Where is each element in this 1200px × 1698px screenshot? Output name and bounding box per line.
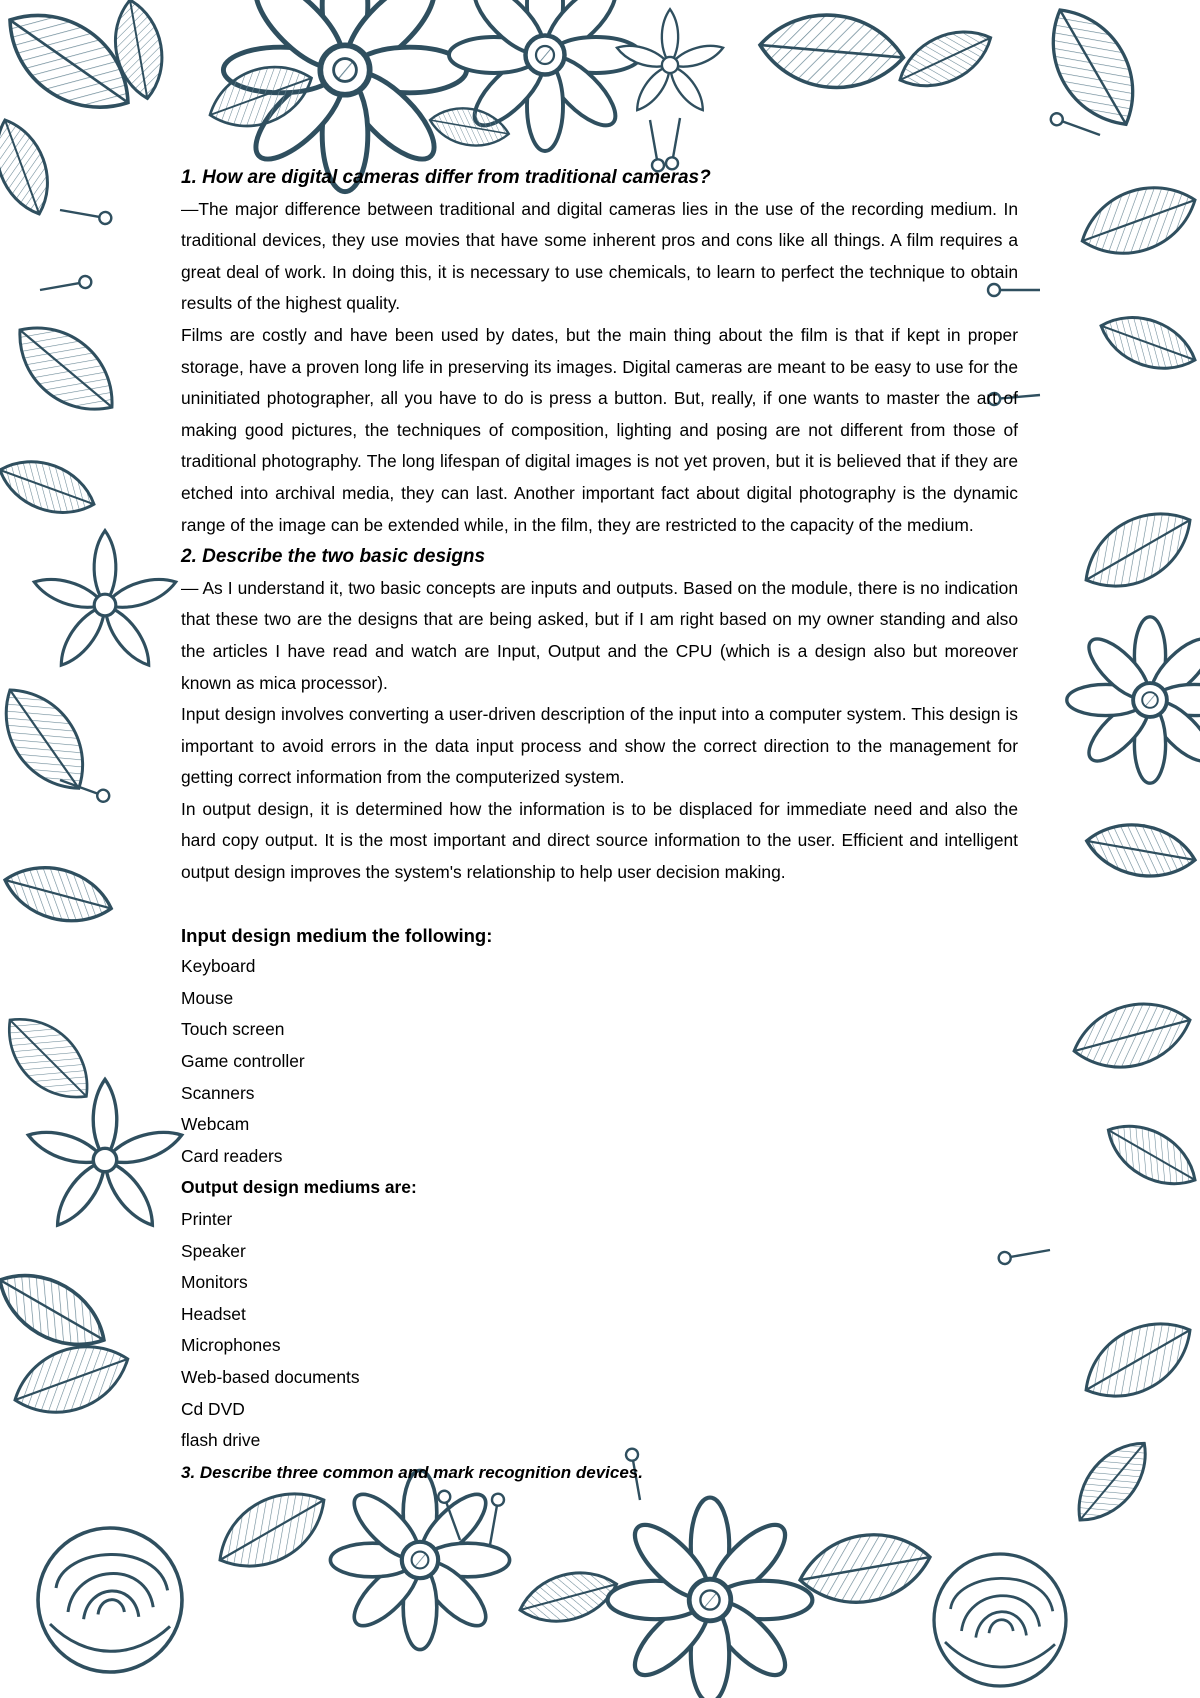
question-1-heading: 1. How are digital cameras differ from traditional cameras? (181, 167, 711, 188)
list-item: Speaker (181, 1240, 246, 1261)
question-3-heading: 3. Describe three common and mark recognition devices. (181, 1462, 643, 1482)
question-2-heading: 2. Describe the two basic designs (181, 546, 486, 568)
list-item: Monitors (181, 1272, 248, 1293)
input-mediums-heading: Input design medium the following: (181, 924, 493, 946)
input-mediums-list (181, 951, 1018, 1172)
output-mediums-list (181, 1204, 1018, 1457)
list-item: Mouse (181, 987, 234, 1008)
blank-line (181, 889, 1018, 920)
question-2-paragraph-1: — As I understand it, two basic concepts are inputs and outputs. Based on the module, there is no indication that these two are the designs that are being asked, but if I am right based on my owner standing and also the articles I have read and watch are Input, Output and the CPU (which is a design also but moreover known as mica processor). (181, 577, 1018, 693)
list-item: Web-based documents (181, 1366, 360, 1387)
list-item: Microphones (181, 1335, 281, 1356)
list-item: Cd DVD (181, 1398, 245, 1419)
list-item: Headset (181, 1303, 246, 1324)
question-1-paragraph-2: Films are costly and have been used by dates, but the main thing about the film is that if kept in proper storage, have a proven long life in preserving its images. Digital cameras are meant to be easy to use for the uninitiated photographer, all you have to do is press a button. But, really, if one wants to master the art of making good pictures, the techniques of composition, lighting and posing are not different from those of traditional photography. The long lifespan of digital images is not yet proven, but it is believed that if they are etched into archival media, they can last. Another important fact about digital photography is the dynamic range of the image can be extended while, in the film, they are restricted to the capacity of the medium. (181, 324, 1018, 535)
document-body (181, 162, 1018, 1488)
list-item: Scanners (181, 1082, 255, 1103)
list-item: flash drive (181, 1430, 261, 1451)
list-item: Touch screen (181, 1019, 285, 1040)
question-2-paragraph-2: Input design involves converting a user-driven description of the input into a computer system. This design is important to avoid errors in the data input process and show the correct direction to the management for getting correct information from the computerized system. (181, 704, 1018, 788)
output-mediums-heading: Output design mediums are: (181, 1177, 417, 1198)
question-1-paragraph-1: —The major difference between traditional and digital cameras lies in the use of the recording medium. In traditional devices, they use movies that have some inherent pros and cons like all things. A film requires a great deal of work. In doing this, it is necessary to use chemicals, to learn to perfect the technique to obtain results of the highest quality. (181, 198, 1018, 314)
question-2-paragraph-3: In output design, it is determined how the information is to be displaced for immediate need and also the hard copy output. It is the most important and direct source information to the user. Efficient and intelligent output design improves the system's relationship to help user decision making. (181, 798, 1018, 883)
list-item: Card readers (181, 1145, 283, 1166)
list-item: Printer (181, 1209, 233, 1229)
list-item: Webcam (181, 1114, 250, 1135)
list-item: Game controller (181, 1051, 305, 1072)
list-item: Keyboard (181, 956, 256, 977)
